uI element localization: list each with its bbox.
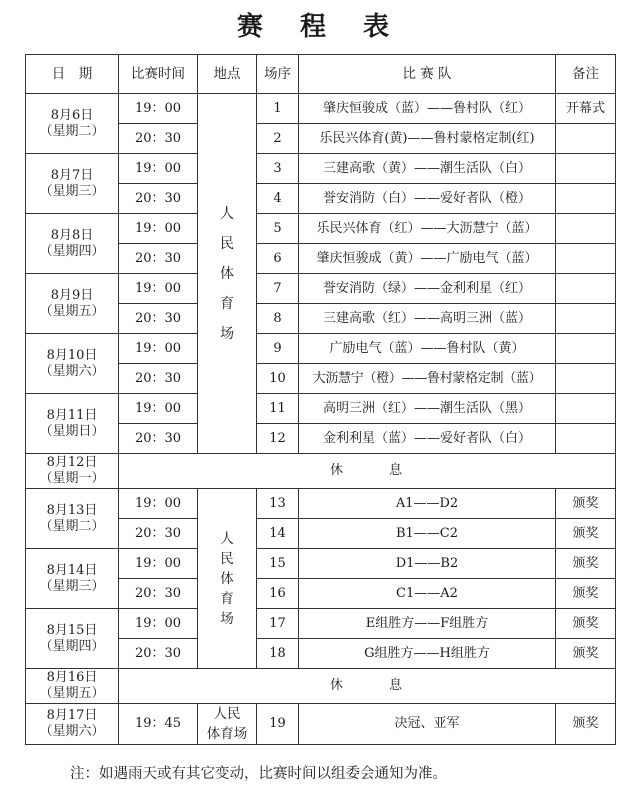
teams-cell: B1——C2 bbox=[299, 519, 556, 549]
teams-cell: 广励电气（蓝）——鲁村队（黄） bbox=[299, 334, 556, 364]
table-row bbox=[26, 394, 616, 424]
teams-cell: 决冠、亚军 bbox=[299, 704, 556, 745]
seq-cell: 16 bbox=[257, 579, 299, 609]
seq-cell: 14 bbox=[257, 519, 299, 549]
rest-cell: 休 息 bbox=[119, 669, 616, 704]
time-cell: 20：30 bbox=[119, 184, 198, 214]
teams-cell: C1——A2 bbox=[299, 579, 556, 609]
seq-cell: 3 bbox=[257, 154, 299, 184]
seq-cell: 7 bbox=[257, 274, 299, 304]
remark-cell: 颁奖 bbox=[556, 609, 616, 639]
time-cell: 19：00 bbox=[119, 94, 198, 124]
rest-row bbox=[26, 669, 616, 704]
table-row bbox=[26, 94, 616, 124]
date-cell: 8月10日 （星期六） bbox=[26, 334, 119, 394]
teams-cell: 誉安消防（绿）——金利利星（红） bbox=[299, 274, 556, 304]
date-cell: 8月16日 （星期五） bbox=[26, 669, 119, 704]
rest-cell: 休 息 bbox=[119, 454, 616, 489]
teams-cell: 大沥慧宁（橙）——鲁村蒙格定制（蓝） bbox=[299, 364, 556, 394]
date-cell: 8月6日 （星期二） bbox=[26, 94, 119, 154]
date-cell: 8月11日 （星期日） bbox=[26, 394, 119, 454]
date-cell: 8月8日 （星期四） bbox=[26, 214, 119, 274]
page-title: 赛 程 表 bbox=[236, 12, 404, 42]
teams-cell: 三建高歌（黄）——潮生活队（白） bbox=[299, 154, 556, 184]
seq-cell: 2 bbox=[257, 124, 299, 154]
seq-cell: 8 bbox=[257, 304, 299, 334]
time-cell: 20：30 bbox=[119, 519, 198, 549]
time-cell: 19：00 bbox=[119, 489, 198, 519]
table-row bbox=[26, 489, 616, 519]
remark-cell: 颁奖 bbox=[556, 519, 616, 549]
date-cell: 8月17日 （星期六） bbox=[26, 704, 119, 745]
time-cell: 20：30 bbox=[119, 364, 198, 394]
time-cell: 20：30 bbox=[119, 304, 198, 334]
table-row bbox=[26, 549, 616, 579]
schedule-table bbox=[25, 54, 616, 745]
time-cell: 19：00 bbox=[119, 334, 198, 364]
seq-cell: 6 bbox=[257, 244, 299, 274]
venue-cell: 人 民 体 育 场 bbox=[198, 489, 257, 669]
teams-cell: A1——D2 bbox=[299, 489, 556, 519]
header-remark: 备注 bbox=[556, 55, 616, 94]
remark-cell bbox=[556, 394, 616, 424]
venue-cell: 人 民 体 育 场 bbox=[198, 94, 257, 454]
seq-cell: 11 bbox=[257, 394, 299, 424]
seq-cell: 5 bbox=[257, 214, 299, 244]
teams-cell: 乐民兴体育（红）——大沥慧宁（蓝） bbox=[299, 214, 556, 244]
rest-row bbox=[26, 454, 616, 489]
teams-cell: 肇庆恒骏成（蓝）——鲁村队（红） bbox=[299, 94, 556, 124]
date-cell: 8月14日 （星期三） bbox=[26, 549, 119, 609]
time-cell: 19：00 bbox=[119, 394, 198, 424]
remark-cell: 开幕式 bbox=[556, 94, 616, 124]
footnote: 注：如遇雨天或有其它变动，比赛时间以组委会通知为准。 bbox=[70, 766, 447, 782]
time-cell: 20：30 bbox=[119, 244, 198, 274]
header-date: 日 期 bbox=[26, 55, 119, 94]
remark-cell bbox=[556, 154, 616, 184]
remark-cell bbox=[556, 214, 616, 244]
table-row bbox=[26, 154, 616, 184]
seq-cell: 17 bbox=[257, 609, 299, 639]
remark-cell: 颁奖 bbox=[556, 549, 616, 579]
teams-cell: 乐民兴体育(黄)——鲁村蒙格定制(红) bbox=[299, 124, 556, 154]
header-teams: 比 赛 队 bbox=[299, 55, 556, 94]
time-cell: 19：45 bbox=[119, 704, 198, 745]
seq-cell: 15 bbox=[257, 549, 299, 579]
remark-cell: 颁奖 bbox=[556, 704, 616, 745]
time-cell: 19：00 bbox=[119, 154, 198, 184]
teams-cell: D1——B2 bbox=[299, 549, 556, 579]
header-seq: 场序 bbox=[257, 55, 299, 94]
remark-cell bbox=[556, 334, 616, 364]
venue-cell: 人民 体育场 bbox=[198, 704, 257, 745]
seq-cell: 18 bbox=[257, 639, 299, 669]
time-cell: 19：00 bbox=[119, 549, 198, 579]
date-cell: 8月7日 （星期三） bbox=[26, 154, 119, 214]
seq-cell: 13 bbox=[257, 489, 299, 519]
remark-cell bbox=[556, 184, 616, 214]
time-cell: 20：30 bbox=[119, 424, 198, 454]
teams-cell: E组胜方——F组胜方 bbox=[299, 609, 556, 639]
time-cell: 20：30 bbox=[119, 124, 198, 154]
teams-cell: 誉安消防（白）——爱好者队（橙） bbox=[299, 184, 556, 214]
seq-cell: 9 bbox=[257, 334, 299, 364]
seq-cell: 4 bbox=[257, 184, 299, 214]
table-row bbox=[26, 334, 616, 364]
time-cell: 19：00 bbox=[119, 609, 198, 639]
remark-cell: 颁奖 bbox=[556, 579, 616, 609]
seq-cell: 1 bbox=[257, 94, 299, 124]
remark-cell bbox=[556, 364, 616, 394]
header-row bbox=[26, 55, 616, 94]
header-time: 比赛时间 bbox=[119, 55, 198, 94]
remark-cell: 颁奖 bbox=[556, 639, 616, 669]
remark-cell bbox=[556, 274, 616, 304]
remark-cell: 颁奖 bbox=[556, 489, 616, 519]
table-row bbox=[26, 214, 616, 244]
date-cell: 8月15日 （星期四） bbox=[26, 609, 119, 669]
seq-cell: 19 bbox=[257, 704, 299, 745]
table-row bbox=[26, 274, 616, 304]
teams-cell: G组胜方——H组胜方 bbox=[299, 639, 556, 669]
header-venue: 地点 bbox=[198, 55, 257, 94]
date-cell: 8月12日 （星期一） bbox=[26, 454, 119, 489]
time-cell: 20：30 bbox=[119, 579, 198, 609]
time-cell: 19：00 bbox=[119, 274, 198, 304]
seq-cell: 10 bbox=[257, 364, 299, 394]
remark-cell bbox=[556, 244, 616, 274]
teams-cell: 金利利星（蓝）——爱好者队（白） bbox=[299, 424, 556, 454]
time-cell: 20：30 bbox=[119, 639, 198, 669]
table-row bbox=[26, 704, 616, 745]
date-cell: 8月13日 （星期二） bbox=[26, 489, 119, 549]
table-row bbox=[26, 609, 616, 639]
time-cell: 19：00 bbox=[119, 214, 198, 244]
teams-cell: 高明三洲（红）——潮生活队（黑） bbox=[299, 394, 556, 424]
seq-cell: 12 bbox=[257, 424, 299, 454]
remark-cell bbox=[556, 304, 616, 334]
teams-cell: 肇庆恒骏成（黄）——广励电气（蓝） bbox=[299, 244, 556, 274]
date-cell: 8月9日 （星期五） bbox=[26, 274, 119, 334]
remark-cell bbox=[556, 424, 616, 454]
remark-cell bbox=[556, 124, 616, 154]
teams-cell: 三建高歌（红）——高明三洲（蓝） bbox=[299, 304, 556, 334]
